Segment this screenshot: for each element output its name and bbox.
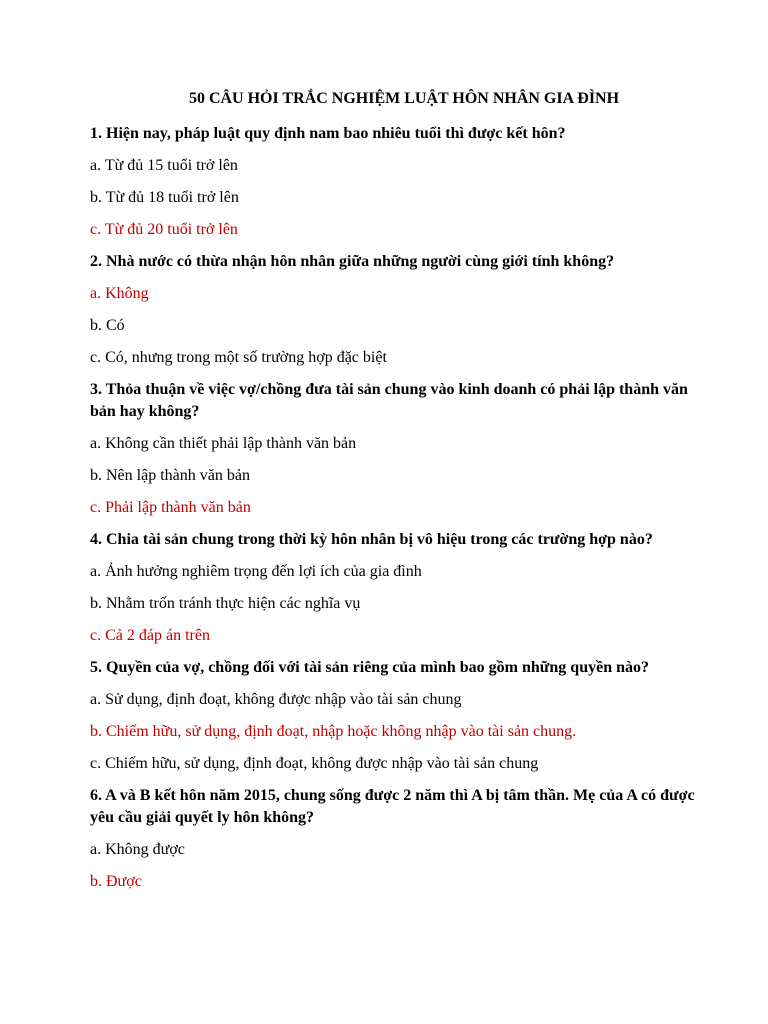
question-text: 2. Nhà nước có thừa nhận hôn nhân giữa những người cùng giới tính không? — [90, 253, 615, 270]
answer-option: a. Từ đủ 15 tuổi trở lên — [90, 157, 238, 174]
answer-option: a. Không cần thiết phải lập thành văn bản — [90, 435, 357, 452]
answer-option: a. Sử dụng, định đoạt, không được nhập vào tài sản chung — [90, 691, 462, 708]
question-block-6 — [90, 780, 708, 898]
answer-option: b. Có — [90, 317, 125, 334]
answer-option: a. Ảnh hưởng nghiêm trọng đến lợi ích của gia đình — [90, 563, 422, 580]
question-block-4 — [90, 524, 708, 652]
question-text: 3. Thỏa thuận về việc vợ/chồng đưa tài sản chung vào kinh doanh có phải lập thành văn bản hay không? — [90, 381, 688, 420]
answer-option-correct: c. Từ đủ 20 tuổi trở lên — [90, 221, 238, 238]
question-block-5 — [90, 652, 708, 780]
answer-option-correct: c. Phải lập thành văn bản — [90, 499, 251, 516]
answer-option: b. Nên lập thành văn bản — [90, 467, 250, 484]
question-text: 6. A và B kết hôn năm 2015, chung sống được 2 năm thì A bị tâm thần. Mẹ của A có được yêu cầu giải quyết ly hôn không? — [90, 787, 695, 826]
question-text: 4. Chia tài sản chung trong thời kỳ hôn nhân bị vô hiệu trong các trường hợp nào? — [90, 531, 653, 548]
question-text: 5. Quyền của vợ, chồng đối với tài sản riêng của mình bao gồm những quyền nào? — [90, 659, 649, 676]
answer-option-correct: c. Cả 2 đáp án trên — [90, 627, 210, 644]
answer-option: b. Từ đủ 18 tuổi trở lên — [90, 189, 239, 206]
question-block-2 — [90, 246, 708, 374]
answer-option: b. Nhằm trốn tránh thực hiện các nghĩa vụ — [90, 595, 361, 612]
page-title: 50 CÂU HỎI TRẮC NGHIỆM LUẬT HÔN NHÂN GIA ĐÌNH — [188, 90, 620, 107]
question-text: 1. Hiện nay, pháp luật quy định nam bao nhiêu tuổi thì được kết hôn? — [90, 125, 566, 142]
answer-option-correct: b. Chiếm hữu, sử dụng, định đoạt, nhập hoặc không nhập vào tài sản chung. — [90, 723, 577, 740]
answer-option: c. Chiếm hữu, sử dụng, định đoạt, không được nhập vào tài sản chung — [90, 755, 539, 772]
answer-option: a. Không được — [90, 841, 185, 858]
question-block-1 — [90, 118, 708, 246]
answer-option-correct: b. Được — [90, 873, 142, 890]
question-block-3 — [90, 374, 708, 524]
answer-option: c. Có, nhưng trong một số trường hợp đặc biệt — [90, 349, 387, 366]
answer-option-correct: a. Không — [90, 285, 149, 302]
